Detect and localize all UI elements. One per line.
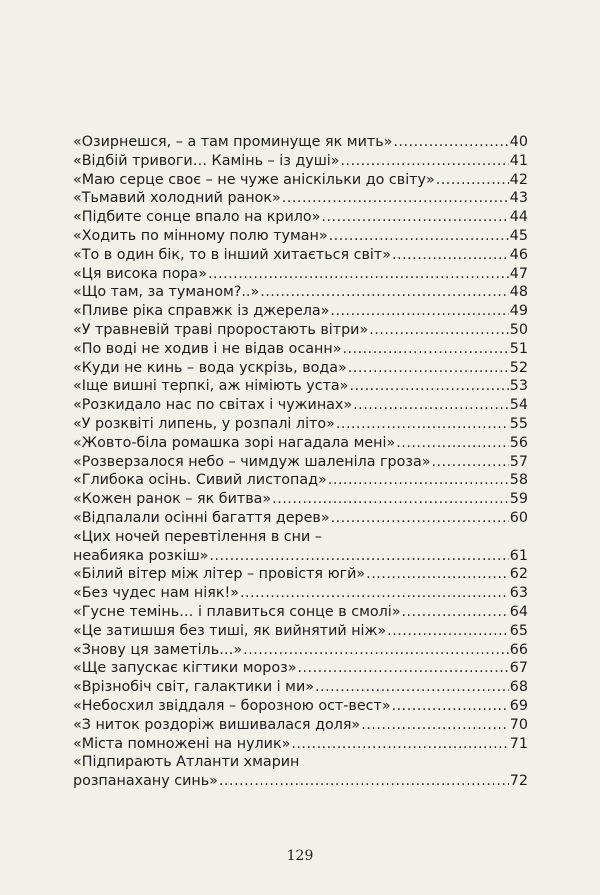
toc-entry-page: 69 (509, 697, 528, 714)
toc-entry-line (73, 641, 528, 660)
dot-leader (272, 490, 509, 509)
toc-entry (73, 359, 528, 378)
toc-entry-page: 44 (509, 209, 528, 226)
dot-leader (366, 565, 509, 584)
dot-leader (219, 772, 509, 791)
toc-entry-title: «Що там, за туманом?..» (73, 284, 260, 301)
dot-leader (209, 547, 508, 566)
toc-entry-page: 53 (509, 378, 528, 395)
toc-entry-title: «Розверзалося небо – чимдуж шаленіла гроза» (73, 453, 431, 470)
toc-entry-line (73, 265, 528, 284)
dot-leader (432, 453, 509, 472)
toc-entry-line (73, 227, 528, 246)
toc-entry-line (73, 396, 528, 415)
toc-entry-title: «Білий вітер між літер – провістя югй» (73, 566, 366, 583)
toc-entry-line (73, 716, 528, 735)
dot-leader (387, 622, 509, 641)
toc-entry-title-line: «Підпирають Атланти хмарин (73, 754, 300, 771)
toc-entry (73, 265, 528, 284)
toc-entry (73, 490, 528, 509)
toc-entry-title: «Підбите сонце впало на крило» (73, 209, 321, 226)
toc-entry (73, 453, 528, 472)
toc-entry (73, 697, 528, 716)
page-number: 129 (286, 848, 314, 864)
dot-leader (240, 584, 509, 603)
toc-entry-line (73, 434, 528, 453)
toc-entry (73, 641, 528, 660)
toc-entry-line (73, 246, 528, 265)
toc-entry-line (73, 735, 528, 754)
toc-entry-title-line: «Цих ночей перевтілення в сни – (73, 528, 322, 545)
dot-leader (361, 716, 509, 735)
toc-entry-line (73, 490, 528, 509)
toc-entry (73, 753, 528, 791)
dot-leader (393, 133, 508, 152)
toc-entry-line (73, 622, 528, 641)
toc-entry-page: 62 (509, 566, 528, 583)
toc-entry-title: «Врізнобіч світ, галактики і ми» (73, 679, 314, 696)
toc-entry (73, 471, 528, 490)
toc-entry-line (73, 321, 528, 340)
toc-entry (73, 735, 528, 754)
toc-entry-line (73, 547, 528, 566)
toc-entry (73, 208, 528, 227)
toc-entry-line (73, 152, 528, 171)
toc-entry-page: 58 (509, 472, 528, 489)
toc-entry (73, 716, 528, 735)
toc-entry-page: 50 (509, 321, 528, 338)
toc-entry-page: 60 (509, 509, 528, 526)
toc-entry-line (73, 659, 528, 678)
toc-entry-page: 64 (509, 603, 528, 620)
toc-entry-page: 56 (509, 434, 528, 451)
toc-entry (73, 377, 528, 396)
toc-entry-line (73, 678, 528, 697)
toc-entry-page: 68 (509, 679, 528, 696)
toc-entry-page: 43 (509, 190, 528, 207)
toc-entry-line (73, 509, 528, 528)
toc-entry (73, 528, 528, 566)
toc-entry-line (73, 359, 528, 378)
dot-leader (321, 208, 508, 227)
dot-leader (291, 735, 508, 754)
dot-leader (436, 171, 509, 190)
toc-entry-title: «Пливе ріка справжк із джерела» (73, 303, 330, 320)
toc-entry-title: «Куди не кинь – вода ускрізь, вода» (73, 359, 347, 376)
toc-entry-title: «У розквіті липень, у розпалі літо» (73, 415, 335, 432)
toc-entry-page: 72 (509, 773, 528, 790)
toc-entry-page: 55 (509, 415, 528, 432)
toc-entry-title: «Глибока осінь. Сивий листопад» (73, 472, 327, 489)
dot-leader (329, 227, 509, 246)
toc-entry (73, 584, 528, 603)
toc-entry-title: неабияка розкіш» (73, 547, 209, 564)
toc-entry-page: 41 (509, 152, 528, 169)
toc-entry-title: «Гусне темінь… і плавиться сонце в смолі» (73, 603, 401, 620)
toc-entry (73, 152, 528, 171)
toc-entry-title: «Відпалали осінні багаття дерев» (73, 509, 330, 526)
toc-entry (73, 415, 528, 434)
table-of-contents (73, 133, 528, 791)
dot-leader (315, 678, 509, 697)
toc-entry (73, 227, 528, 246)
dot-leader (392, 246, 509, 265)
toc-entry-title: «Міста помножені на нулик» (73, 735, 291, 752)
toc-entry-page: 70 (509, 716, 528, 733)
toc-entry-page: 46 (509, 246, 528, 263)
toc-entry-page: 61 (509, 547, 528, 564)
toc-entry-title: «З ниток роздоріж вишивалася доля» (73, 716, 361, 733)
toc-entry-page: 67 (509, 660, 528, 677)
toc-entry-line (73, 603, 528, 622)
toc-entry-line (73, 133, 528, 152)
toc-entry-line (73, 565, 528, 584)
toc-entry-line (73, 340, 528, 359)
toc-entry-title: «Кожен ранок – як битва» (73, 491, 272, 508)
toc-entry-line (73, 584, 528, 603)
toc-entry (73, 396, 528, 415)
dot-leader (342, 340, 508, 359)
toc-entry-title: «Озирнешся, – а там проминуще як мить» (73, 134, 393, 150)
toc-entry (73, 659, 528, 678)
dot-leader (396, 434, 509, 453)
dot-leader (260, 283, 509, 302)
toc-entry (73, 434, 528, 453)
toc-entry (73, 133, 528, 152)
toc-entry-line (73, 189, 528, 208)
dot-leader (336, 415, 509, 434)
toc-entry-title: «Відбій тривоги… Камінь – із душі» (73, 152, 340, 169)
toc-entry (73, 622, 528, 641)
toc-entry-title: «По воді не ходив і не відав осанн» (73, 340, 342, 357)
dot-leader (330, 302, 508, 321)
toc-entry-title: «Це затишшя без тиші, як вийнятий ніж» (73, 622, 387, 639)
dot-leader (297, 659, 508, 678)
toc-entry-line (73, 453, 528, 472)
toc-entry (73, 321, 528, 340)
toc-entry (73, 509, 528, 528)
dot-leader (369, 321, 509, 340)
dot-leader (392, 697, 509, 716)
dot-leader (208, 265, 509, 284)
toc-entry-page: 47 (509, 265, 528, 282)
dot-leader (282, 189, 509, 208)
toc-entry-page: 49 (509, 303, 528, 320)
dot-leader (243, 641, 509, 660)
toc-entry-title: «Небосхил звіддаля – борозною ост-вест» (73, 697, 391, 714)
toc-entry-line (73, 377, 528, 396)
toc-entry-page: 71 (509, 735, 528, 752)
toc-entry (73, 283, 528, 302)
toc-entry-title: «Ця висока пора» (73, 265, 207, 282)
toc-entry (73, 302, 528, 321)
dot-leader (353, 396, 509, 415)
toc-entry-page: 45 (509, 227, 528, 244)
toc-entry-page: 51 (509, 340, 528, 357)
toc-entry (73, 603, 528, 622)
toc-entry (73, 189, 528, 208)
dot-leader (328, 471, 509, 490)
toc-entry-line (73, 171, 528, 190)
toc-entry-page: 48 (509, 284, 528, 301)
toc-entry-page: 42 (509, 171, 528, 188)
toc-entry-page: 63 (509, 585, 528, 602)
toc-entry-page: 65 (509, 622, 528, 639)
toc-entry-title: «Знову ця заметіль…» (73, 641, 243, 658)
toc-entry (73, 565, 528, 584)
dot-leader (401, 603, 508, 622)
toc-entry-line (73, 302, 528, 321)
toc-entry (73, 340, 528, 359)
toc-entry-line (73, 697, 528, 716)
toc-entry-title: «Іще вишні терпкі, аж німіють уста» (73, 378, 349, 395)
toc-entry-page: 52 (509, 359, 528, 376)
toc-entry-title: «Жовто-біла ромашка зорі нагадала мені» (73, 434, 396, 451)
toc-entry-line (73, 283, 528, 302)
toc-entry (73, 171, 528, 190)
toc-entry-page: 54 (509, 397, 528, 414)
toc-entry-line (73, 208, 528, 227)
toc-entry (73, 678, 528, 697)
toc-entry-title: «Ходить по мінному полю туман» (73, 227, 328, 244)
toc-entry-line (73, 471, 528, 490)
toc-entry-page: 57 (509, 453, 528, 470)
toc-entry-page: 66 (509, 641, 528, 658)
toc-entry-title: «У травневій траві проростають вітри» (73, 321, 369, 338)
toc-entry-title: «То в один бік, то в інший хитається світ» (73, 246, 391, 263)
toc-entry-page: 59 (509, 491, 528, 508)
dot-leader (331, 509, 509, 528)
toc-entry-line (73, 415, 528, 434)
dot-leader (341, 152, 509, 171)
toc-entry-title: розпанахану синь» (73, 773, 218, 790)
toc-entry-title: «Без чудес нам ніяк!» (73, 585, 239, 602)
toc-entry (73, 246, 528, 265)
toc-entry-title: «Ще запускає кігтики мороз» (73, 660, 297, 677)
toc-entry-title: «Розкидало нас по світах і чужинах» (73, 397, 353, 414)
dot-leader (348, 359, 509, 378)
toc-entry-title: «Тьмавий холодний ранок» (73, 190, 281, 207)
toc-entry-page: 40 (509, 134, 528, 150)
dot-leader (349, 377, 508, 396)
toc-entry-line (73, 772, 528, 791)
toc-entry-title: «Маю серце своє – не чуже аніскільки до світу» (73, 171, 435, 188)
